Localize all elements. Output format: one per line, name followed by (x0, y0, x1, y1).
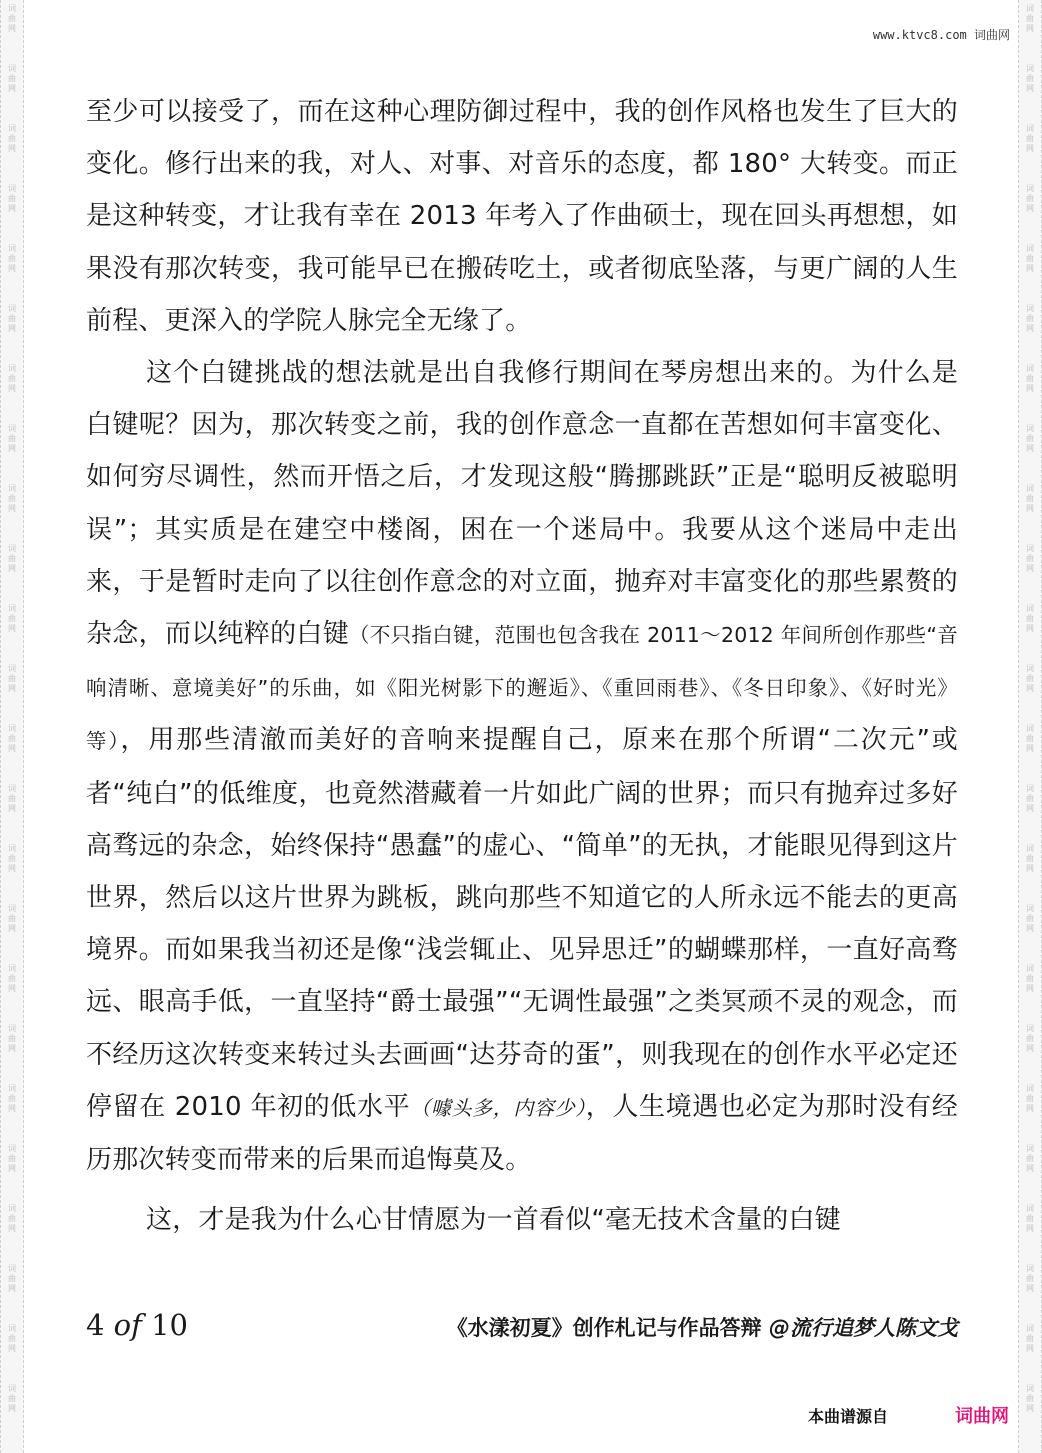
paragraph-2-text-e: ，人生境遇也必定为那时没有经历那次转变而带来的后果而追悔莫及。 (86, 1091, 958, 1176)
paragraph-2 (86, 347, 958, 1186)
watermark-tile: 词 曲 网 (8, 1324, 16, 1353)
watermark-tile: 词 曲 网 (8, 604, 16, 633)
watermark-tile: 词 曲 网 (1026, 304, 1034, 333)
watermark-tile: 词 曲 网 (8, 364, 16, 393)
watermark-tile: 词 曲 网 (8, 184, 16, 213)
paragraph-1: 至少可以接受了，而在这种心理防御过程中，我的创作风格也发生了巨大的变化。修行出来的我，对人、对事、对音乐的态度，都 180° 大转变。而正是这种转变，才让我有幸在 2013 年考入了作曲硕士，现在回头再想想，如果没有那次转变，我可能早已在搬砖吃土，或者彻底坠落，与更广阔的人生前程、更深入的学院人脉完全无缘了。 (86, 97, 958, 336)
watermark-tile: 词 曲 网 (8, 4, 16, 33)
watermark-tile: 词 曲 网 (8, 724, 16, 753)
page-total: 10 (151, 1308, 188, 1342)
watermark-tile: 词 曲 网 (8, 1024, 16, 1053)
paragraph-2-text-c: ，用那些清澈而美好的音响来提醒自己，原来在那个所谓“二次元”或者“纯白”的低维度，也竟然潜藏着一片如此广阔的世界；而只有抛弃过多好高骛远的杂念，始终保持“愚蠢”的虚心、“简单”的无执，才能眼见得到这片世界，然后以这片世界为跳板，跳向那些不知道它的人所永远不能去的更高境界。而如果我当初还是像“浅尝辄止、见异思迁”的蝴蝶那样，一直好高骛远、眼高手低，一直坚持“爵士最强”“无调性最强”之类冥顽不灵的观念，而不经历这次转变来转过头去画画“达芬奇的蛋”，则我现在的创作水平必定还停留在 2010 年初的低水平 (86, 725, 959, 1122)
paragraph-2-note: （不只指白键，范围也包含我在 2011～2012 年间所创作那些“音响清晰、意境美好”的乐曲，如《阳光树影下的邂逅》、《重回雨巷》、《冬日印象》、《好时光》等） (86, 623, 958, 754)
watermark-tile: 词 曲 网 (1026, 1084, 1034, 1113)
source-label: 本曲谱源自 (808, 1407, 889, 1426)
watermark-tile: 词 曲 网 (8, 1084, 16, 1113)
site-watermark: www.ktvc8.com 词曲网 (872, 28, 1010, 42)
paragraph-2-aside: （噱头多，内容少） (410, 1095, 586, 1120)
watermark-tile: 词 曲 网 (1026, 1384, 1034, 1413)
page-current: 4 (86, 1308, 105, 1342)
watermark-tile: 词 曲 网 (1026, 1264, 1034, 1293)
watermark-tile: 词 曲 网 (1026, 1144, 1034, 1173)
watermark-tile: 词 曲 网 (8, 1144, 16, 1173)
watermark-tile: 词 曲 网 (8, 964, 16, 993)
watermark-tile: 词 曲 网 (8, 664, 16, 693)
watermark-tile: 词 曲 网 (1026, 784, 1034, 813)
watermark-tile: 词 曲 网 (1026, 364, 1034, 393)
watermark-tile: 词 曲 网 (8, 64, 16, 93)
watermark-tile: 词 曲 网 (1026, 844, 1034, 873)
watermark-tile: 词 曲 网 (1026, 1204, 1034, 1233)
left-watermark-strip (0, 0, 24, 1453)
watermark-tile: 词 曲 网 (1026, 484, 1034, 513)
watermark-tile: 词 曲 网 (8, 1384, 16, 1413)
page-footer (86, 1308, 958, 1348)
watermark-tile: 词 曲 网 (1026, 4, 1034, 33)
paragraph-2-text-a: 这个白键挑战的想法就是出自我修行期间在琴房想出来的。为什么是白键呢？因为，那次转变之前，我的创作意念一直都在苦想如何丰富变化、如何穷尽调性，然而开悟之后，才发现这般“腾挪跳跃”正是“聪明反被聪明误”；其实质是在建空中楼阁，困在一个迷局中。我要从这个迷局中走出来，于是暂时走向了以往创作意念的对立面，抛弃对丰富变化的那些累赘的杂念，而以纯粹的白键 (86, 358, 958, 650)
watermark-tile: 词 曲 网 (1026, 964, 1034, 993)
watermark-tile: 词 曲 网 (1026, 1324, 1034, 1353)
watermark-tile: 词 曲 网 (8, 124, 16, 153)
document-title (447, 1312, 958, 1342)
page-number (86, 1308, 188, 1342)
watermark-tile: 词 曲 网 (1026, 244, 1034, 273)
watermark-tile: 词 曲 网 (1026, 664, 1034, 693)
right-watermark-strip (1018, 0, 1042, 1453)
watermark-tile: 词 曲 网 (8, 904, 16, 933)
watermark-tile: 词 曲 网 (1026, 124, 1034, 153)
watermark-tile: 词 曲 网 (1026, 544, 1034, 573)
watermark-tile: 词 曲 网 (1026, 604, 1034, 633)
watermark-tile: 词 曲 网 (1026, 1024, 1034, 1053)
watermark-tile: 词 曲 网 (8, 544, 16, 573)
document-author: @流行追梦人陈文戈 (769, 1316, 958, 1340)
paragraph-3: 这，才是我为什么心甘情愿为一首看似“毫无技术含量的白键 (146, 1205, 841, 1236)
watermark-tile: 词 曲 网 (8, 484, 16, 513)
page-of: of (113, 1308, 142, 1342)
page-body (86, 86, 958, 1246)
watermark-tile: 词 曲 网 (1026, 724, 1034, 753)
watermark-tile: 词 曲 网 (8, 1204, 16, 1233)
watermark-tile: 词 曲 网 (8, 244, 16, 273)
source-site-logo[interactable]: 词曲网 (955, 1406, 1009, 1427)
document-title-text: 《水漾初夏》创作札记与作品答辩 (446, 1316, 762, 1340)
watermark-tile: 词 曲 网 (8, 784, 16, 813)
watermark-tile: 词 曲 网 (8, 424, 16, 453)
watermark-tile: 词 曲 网 (1026, 904, 1034, 933)
watermark-tile: 词 曲 网 (8, 304, 16, 333)
watermark-tile: 词 曲 网 (1026, 184, 1034, 213)
watermark-tile: 词 曲 网 (8, 1264, 16, 1293)
watermark-tile: 词 曲 网 (1026, 424, 1034, 453)
watermark-tile: 词 曲 网 (1026, 64, 1034, 93)
watermark-tile: 词 曲 网 (8, 844, 16, 873)
